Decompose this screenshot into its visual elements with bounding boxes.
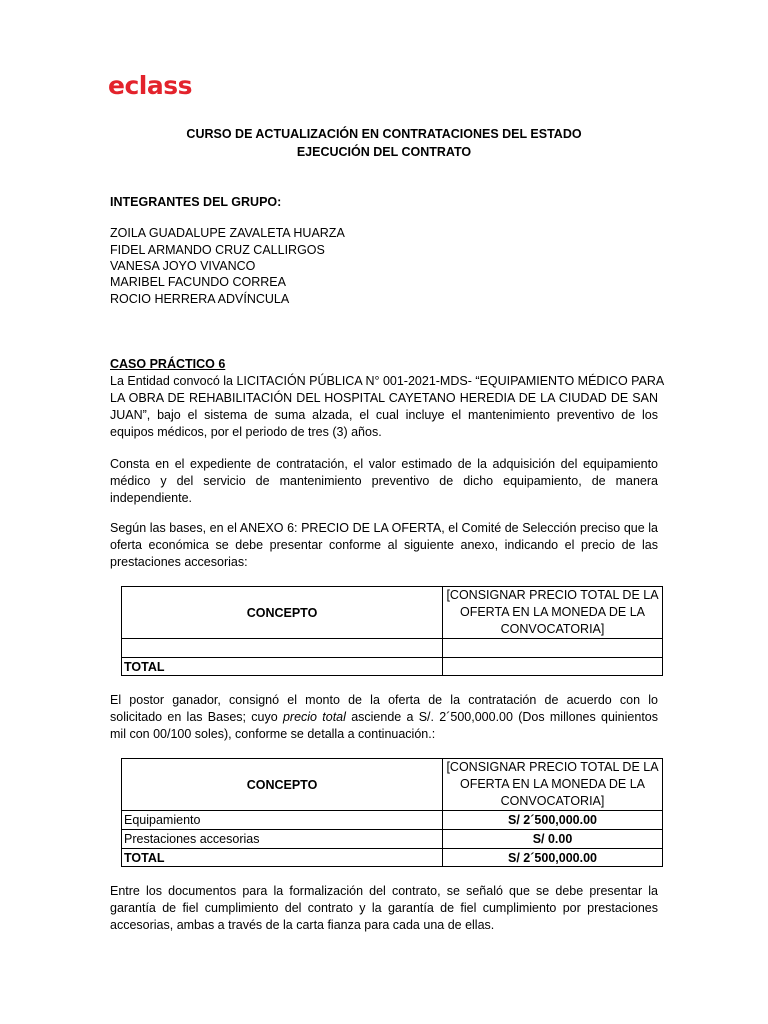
price-header-line: [CONSIGNAR PRECIO TOTAL DE LA <box>446 588 659 602</box>
case-paragraph-4 <box>110 692 658 743</box>
group-member: ROCIO HERRERA ADVÍNCULA <box>110 292 290 306</box>
total-value: S/ 2´500,000.00 <box>443 849 663 867</box>
case-paragraph-2 <box>110 456 658 507</box>
price-header-line: CONVOCATORIA] <box>500 622 605 636</box>
table-row <box>122 830 663 849</box>
price-header <box>443 759 663 811</box>
text-line: Según las bases, en el ANEXO 6: PRECIO DE LA OFERTA, el Comité de Selección preciso que la <box>110 521 658 535</box>
value-cell: S/ 2´500,000.00 <box>443 811 663 830</box>
concept-cell: Prestaciones accesorias <box>122 830 443 849</box>
text-line: equipos médicos, por el periodo de tres (3) años. <box>110 425 382 439</box>
case-paragraph-5 <box>110 883 658 934</box>
concept-cell <box>122 639 443 658</box>
concept-cell: Equipamiento <box>122 811 443 830</box>
total-value <box>443 658 663 676</box>
course-title: CURSO DE ACTUALIZACIÓN EN CONTRATACIONES DEL ESTADO <box>186 127 582 141</box>
logo-text: eclass <box>108 70 192 100</box>
text-line: prestaciones accesorias: <box>110 555 248 569</box>
group-member: FIDEL ARMANDO CRUZ CALLIRGOS <box>110 243 325 257</box>
case-paragraph-3 <box>110 520 658 571</box>
total-label: TOTAL <box>122 849 443 867</box>
text-line: mil con 00/100 soles), conforme se detalla a continuación.: <box>110 727 436 741</box>
text-line: médico y del servicio de mantenimiento preventivo de dicho equipamiento, de manera <box>110 474 658 488</box>
text-line: accesorias, ambas a través de la carta fianza para cada una de ellas. <box>110 918 495 932</box>
value-cell: S/ 0.00 <box>443 830 663 849</box>
table-row <box>122 639 663 658</box>
text-line: JUAN”, bajo el sistema de suma alzada, el cual incluye el mantenimiento preventivo de los <box>110 408 658 422</box>
price-header <box>443 587 663 639</box>
concept-header: CONCEPTO <box>122 759 443 811</box>
total-row <box>122 849 663 867</box>
case-title: CASO PRÁCTICO 6 <box>110 357 226 371</box>
eclass-logo <box>92 60 210 110</box>
text-line: garantía de fiel cumplimiento del contrato y la garantía de fiel cumplimiento por prestaciones <box>110 901 658 915</box>
text-line: El postor ganador, consignó el monto de la oferta de la contratación de acuerdo con lo <box>110 693 658 707</box>
text-fragment: asciende a S/. 2´500,000.00 (Dos millones quinientos <box>345 710 658 724</box>
case-paragraph-1 <box>110 373 665 441</box>
group-member: VANESA JOYO VIVANCO <box>110 259 256 273</box>
table-header-row <box>122 759 663 811</box>
text-fragment: solicitado en las Bases; cuyo <box>110 710 283 724</box>
italic-fragment: precio total <box>282 710 346 724</box>
group-member: MARIBEL FACUNDO CORREA <box>110 275 286 289</box>
group-heading: INTEGRANTES DEL GRUPO: <box>110 195 282 209</box>
module-title: EJECUCIÓN DEL CONTRATO <box>296 145 472 159</box>
price-header-line: [CONSIGNAR PRECIO TOTAL DE LA <box>446 760 659 774</box>
total-row <box>122 658 663 676</box>
text-line: Entre los documentos para la formalización del contrato, se señaló que se debe presentar la <box>110 884 658 898</box>
text-line: La Entidad convocó la LICITACIÓN PÚBLICA N° 001-2021-MDS- “EQUIPAMIENTO MÉDICO PARA <box>110 374 665 388</box>
group-member: ZOILA GUADALUPE ZAVALETA HUARZA <box>110 226 345 240</box>
price-header-line: OFERTA EN LA MONEDA DE LA <box>459 605 645 619</box>
price-header-line: OFERTA EN LA MONEDA DE LA <box>459 777 645 791</box>
total-label: TOTAL <box>122 658 443 676</box>
table-header-row <box>122 587 663 639</box>
price-header-line: CONVOCATORIA] <box>500 794 605 808</box>
price-template-table <box>121 586 663 676</box>
price-offer-table <box>121 758 663 867</box>
text-line: oferta económica se debe presentar conforme al siguiente anexo, indicando el precio de las <box>110 538 658 552</box>
text-line: independiente. <box>110 491 193 505</box>
text-line <box>110 709 658 726</box>
value-cell <box>443 639 663 658</box>
concept-header: CONCEPTO <box>122 587 443 639</box>
text-line: LA OBRA DE REHABILITACIÓN DEL HOSPITAL CAYETANO HEREDIA DE LA CIUDAD DE SAN <box>110 391 658 405</box>
table-row <box>122 811 663 830</box>
text-line: Consta en el expediente de contratación, el valor estimado de la adquisición del equipamiento <box>110 457 658 471</box>
